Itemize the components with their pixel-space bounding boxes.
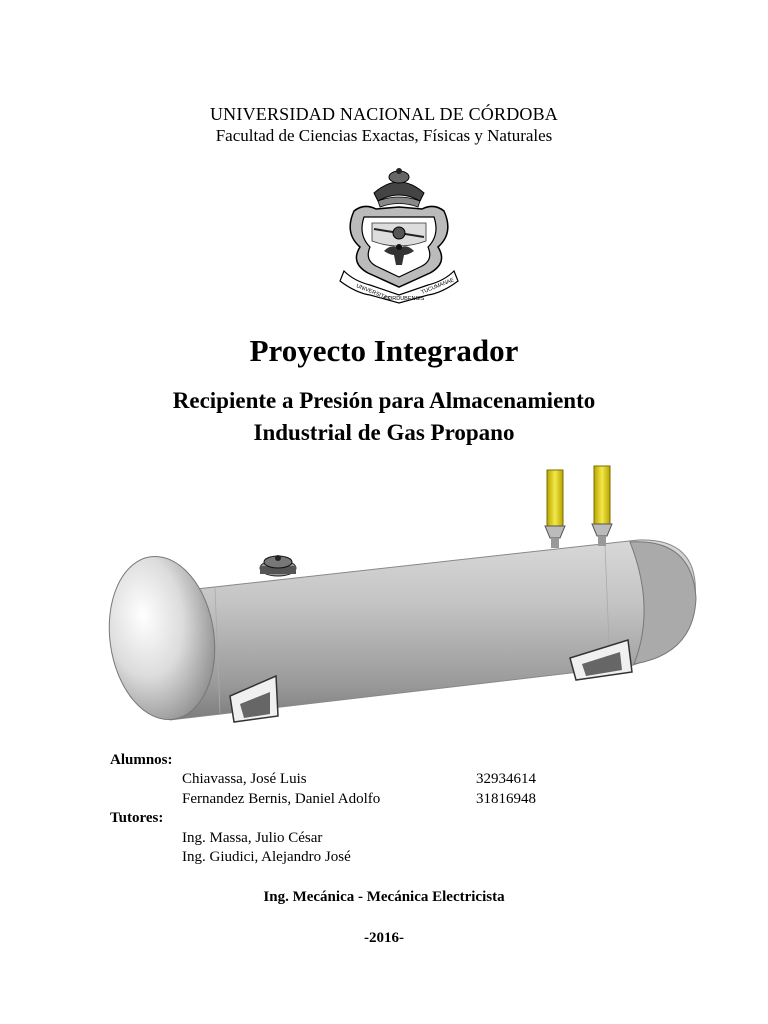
document-subtitle-line-2: Industrial de Gas Propano xyxy=(253,420,515,445)
year-label: -2016- xyxy=(364,930,404,946)
student-id: 31816948 xyxy=(476,791,536,807)
student-id: 32934614 xyxy=(476,771,536,787)
university-name: UNIVERSIDAD NACIONAL DE CÓRDOBA xyxy=(209,104,559,124)
seal-motto-right: TUCUMANAE xyxy=(420,277,456,296)
student-name: Chiavassa, José Luis xyxy=(182,771,307,787)
propane-pressure-vessel-icon xyxy=(100,458,700,728)
document-title: Proyecto Integrador xyxy=(249,333,519,368)
seal-motto-mid: CORDUBENSIS xyxy=(384,296,425,302)
students-heading: Alumnos: xyxy=(110,752,173,768)
tutor-name: Ing. Giudici, Alejandro José xyxy=(182,849,351,865)
career-name: Ing. Mecánica - Mecánica Electricista xyxy=(263,889,505,905)
university-seal-icon xyxy=(334,163,464,305)
seal-motto-left: UNIVERSITAS xyxy=(355,283,392,303)
tutors-heading: Tutores: xyxy=(110,810,164,826)
faculty-name: Facultad de Ciencias Exactas, Físicas y Naturales xyxy=(215,126,553,145)
student-name: Fernandez Bernis, Daniel Adolfo xyxy=(182,791,381,807)
tutor-name: Ing. Massa, Julio César xyxy=(182,830,323,846)
document-subtitle-line-1: Recipiente a Presión para Almacenamiento xyxy=(172,388,596,413)
